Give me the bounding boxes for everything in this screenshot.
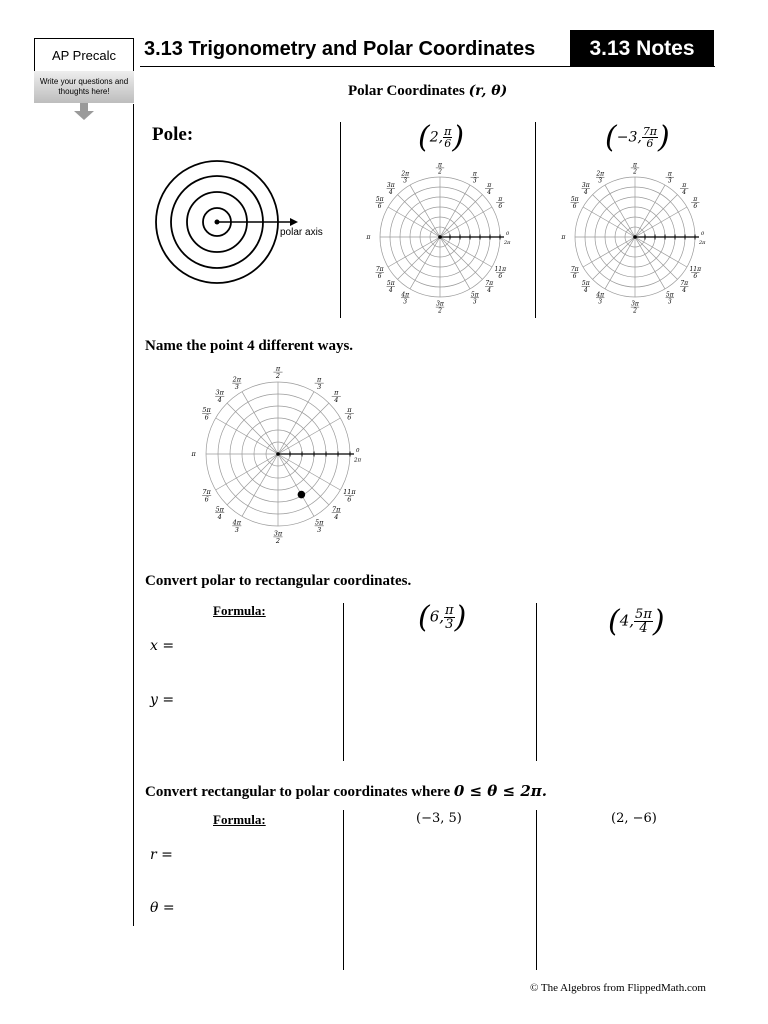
svg-text:3π: 3π [436,300,444,308]
svg-text:3: 3 [667,298,672,306]
svg-text:2: 2 [275,536,281,545]
svg-text:4: 4 [583,188,588,196]
sidebar-note: Write your questions and thoughts here! [39,77,129,96]
svg-text:6: 6 [204,495,209,504]
svg-text:3: 3 [598,177,603,185]
svg-text:4: 4 [487,188,492,196]
svg-text:π: π [633,161,637,169]
svg-text:4: 4 [487,287,492,295]
divider-mid-2 [536,603,537,761]
rect-to-polar-heading-math: 0 ≤ θ ≤ 2π. [453,782,547,800]
svg-text:11π: 11π [343,488,356,497]
svg-text:π: π [693,196,698,204]
svg-text:5π: 5π [215,505,224,514]
svg-text:6: 6 [693,203,698,211]
svg-text:7π: 7π [485,280,494,288]
point-2-neg6: (2, −6) [611,811,657,826]
svg-text:5π: 5π [665,291,674,299]
svg-text:6: 6 [498,272,503,280]
svg-text:π: π [317,375,322,384]
polar-grid-1 [365,160,515,315]
svg-text:π: π [682,181,687,189]
svg-text:π: π [667,170,672,178]
svg-text:3: 3 [472,298,477,306]
svg-text:π: π [561,234,566,241]
svg-text:4: 4 [682,188,687,196]
svg-text:6: 6 [572,272,577,280]
svg-text:2π: 2π [401,170,410,178]
svg-text:6: 6 [572,203,577,211]
svg-text:3π: 3π [273,529,283,538]
svg-text:7π: 7π [202,488,211,497]
svg-text:7π: 7π [680,280,689,288]
svg-text:2: 2 [275,372,281,381]
svg-text:5π: 5π [375,196,384,204]
polar-to-rect-heading: Convert polar to rectangular coordinates. [145,573,412,589]
name-point-heading: Name the point 4 different ways. [145,338,354,354]
svg-text:4: 4 [334,396,339,405]
svg-text:π: π [472,170,477,178]
svg-text:7π: 7π [332,505,341,514]
point-4-5pi-4: (4, $\frac{5\pi}{4}$ ) [608,604,665,639]
svg-text:2π: 2π [354,457,362,464]
divider-bottom-1 [343,810,344,970]
svg-text:4: 4 [217,396,222,405]
svg-text:3π: 3π [215,388,224,397]
svg-text:3π: 3π [581,181,590,189]
svg-text:4: 4 [334,512,339,521]
r-equals-label: r = [150,847,173,863]
svg-text:4π: 4π [401,291,410,299]
point-neg3-7pi-6: (−3, $\frac{7\pi}{6}$ ) [605,120,670,155]
svg-text:6: 6 [347,413,352,422]
svg-text:2π: 2π [699,240,706,246]
polar-grid-3 [188,362,368,547]
svg-text:π: π [347,405,352,414]
svg-text:4: 4 [217,512,222,521]
svg-text:5π: 5π [581,280,590,288]
svg-text:6: 6 [693,272,698,280]
svg-text:11π: 11π [689,265,702,273]
point-6-pi-3: (6, $\frac{\pi}{3}$ ) [418,600,467,635]
point-neg3-5: (−3, 5) [416,811,462,826]
notes-badge-text: 3.13 Notes [589,36,695,60]
divider-top-1 [340,122,341,318]
svg-text:4π: 4π [596,291,605,299]
svg-text:2π: 2π [596,170,605,178]
svg-text:6: 6 [377,272,382,280]
svg-text:5π: 5π [314,518,324,527]
svg-text:π: π [438,161,442,169]
svg-text:3: 3 [234,383,239,392]
svg-text:π: π [334,388,339,397]
svg-text:0: 0 [356,448,360,454]
svg-text:2: 2 [633,307,637,315]
course-label-box [34,38,134,72]
svg-text:4π: 4π [232,518,242,527]
svg-text:3: 3 [317,383,322,392]
svg-text:7π: 7π [570,265,579,273]
rect-to-polar-heading [145,782,547,801]
svg-text:2π: 2π [232,375,242,384]
formula-label-2: Formula: [213,812,266,827]
svg-text:2: 2 [633,168,637,176]
svg-text:4: 4 [388,287,393,295]
svg-text:4: 4 [682,287,687,295]
svg-text:0: 0 [506,231,510,237]
footer-copyright: © The Algebros from FlippedMath.com [530,982,706,994]
sidebar-note-box [34,71,134,103]
y-equals-label: y = [150,692,175,708]
svg-text:π: π [191,450,196,459]
svg-text:6: 6 [347,495,352,504]
polar-heading [348,83,507,100]
x-equals-label: x = [150,638,175,654]
svg-text:π: π [487,181,492,189]
svg-text:2π: 2π [504,240,511,246]
svg-text:3: 3 [403,177,408,185]
svg-text:11π: 11π [494,265,507,273]
svg-text:π: π [275,364,281,373]
svg-text:3π: 3π [631,300,639,308]
svg-text:5π: 5π [570,196,579,204]
svg-text:3: 3 [472,177,477,185]
svg-text:4: 4 [388,188,393,196]
svg-text:π: π [366,234,371,241]
rect-to-polar-heading-text: Convert rectangular to polar coordinates where [145,784,451,800]
page-title: 3.13 Trigonometry and Polar Coordinates [144,38,536,60]
theta-equals-label: θ = [150,900,175,916]
svg-text:5π: 5π [470,291,479,299]
polar-axis-label: polar axis [280,227,323,238]
divider-bottom-2 [536,810,537,970]
divider-mid-1 [343,603,344,761]
notes-badge [570,30,714,67]
divider-top-2 [535,122,536,318]
svg-text:6: 6 [204,413,209,422]
polar-heading-text: Polar Coordinates [348,83,465,99]
svg-text:0: 0 [701,231,705,237]
polar-grid-2 [560,160,710,315]
pole-diagram [150,155,335,290]
svg-text:π: π [498,196,503,204]
svg-text:3: 3 [403,298,408,306]
svg-text:4: 4 [583,287,588,295]
svg-text:7π: 7π [375,265,384,273]
svg-text:3: 3 [234,525,239,534]
svg-text:3: 3 [598,298,603,306]
svg-text:6: 6 [377,203,382,211]
sidebar-divider [133,104,134,926]
course-label: AP Precalc [51,47,117,63]
svg-text:3π: 3π [386,181,395,189]
svg-text:3: 3 [317,525,322,534]
svg-text:6: 6 [498,203,503,211]
svg-text:3: 3 [667,177,672,185]
svg-text:5π: 5π [202,405,211,414]
formula-label-1: Formula: [213,603,266,618]
polar-heading-math: (r, θ) [468,83,508,99]
point-2-pi-6: (2, $\frac{\pi}{6}$ ) [418,120,465,155]
svg-text:2: 2 [438,168,442,176]
pole-label: Pole: [152,124,194,145]
svg-text:5π: 5π [386,280,395,288]
svg-text:2: 2 [438,307,442,315]
